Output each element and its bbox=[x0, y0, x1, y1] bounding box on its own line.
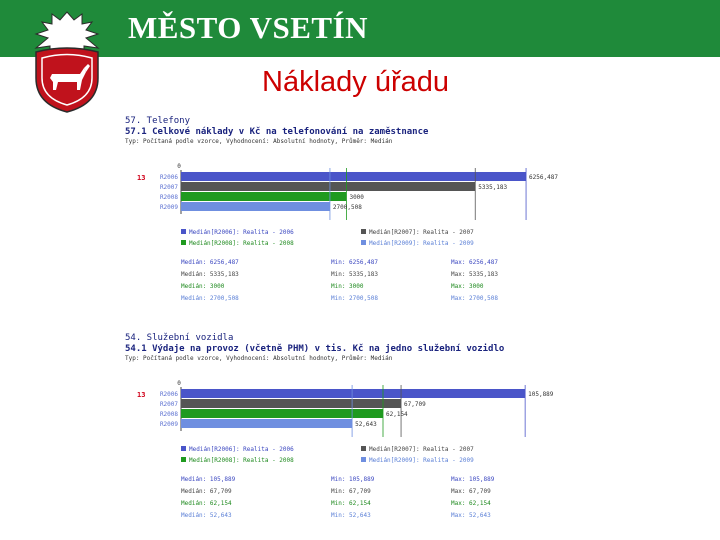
axis-zero-label: 0 bbox=[177, 380, 181, 387]
stat-cell: Min: 67,709 bbox=[331, 488, 371, 495]
stat-cell: Min: 6256,487 bbox=[331, 259, 378, 266]
chart-config: Typ: Počítaná podle vzorce, Vyhodnocení: Absolutní hodnoty, Průměr: Medián bbox=[125, 355, 393, 362]
bar-r2009 bbox=[181, 202, 330, 211]
stat-cell: Medián: 3000 bbox=[181, 283, 225, 290]
bar-r2006 bbox=[181, 172, 526, 181]
stat-cell: Max: 5335,183 bbox=[451, 271, 498, 278]
stat-cell: Max: 2700,508 bbox=[451, 295, 498, 302]
bar-r2008 bbox=[181, 192, 346, 201]
category-label: R2006 bbox=[159, 391, 178, 398]
chart-plot bbox=[125, 377, 625, 527]
stat-cell: Min: 2700,508 bbox=[331, 295, 378, 302]
legend-entry: Medián[R2006]: Realita - 2006 bbox=[189, 446, 294, 453]
city-title: MĚSTO VSETÍN bbox=[128, 10, 369, 45]
stat-cell: Medián: 105,889 bbox=[181, 476, 236, 483]
stat-cell: Medián: 6256,487 bbox=[181, 259, 239, 266]
stat-cell: Medián: 5335,183 bbox=[181, 271, 239, 278]
legend-swatch bbox=[181, 457, 186, 462]
stat-cell: Max: 67,709 bbox=[451, 488, 491, 495]
bar-r2006 bbox=[181, 389, 525, 398]
legend-entry: Medián[R2007]: Realita - 2007 bbox=[369, 446, 474, 453]
city-crest-icon bbox=[22, 8, 112, 116]
bar-r2007 bbox=[181, 182, 475, 191]
legend-swatch bbox=[361, 457, 366, 462]
bar-r2007 bbox=[181, 399, 401, 408]
legend-entry: Medián[R2008]: Realita - 2008 bbox=[189, 457, 294, 464]
category-label: R2006 bbox=[159, 174, 178, 181]
stat-cell: Medián: 52,643 bbox=[181, 512, 232, 519]
legend-swatch bbox=[181, 446, 186, 451]
axis-zero-label: 0 bbox=[177, 163, 181, 170]
value-label: 62,154 bbox=[386, 411, 408, 418]
value-label: 6256,487 bbox=[529, 174, 558, 181]
legend-entry: Medián[R2008]: Realita - 2008 bbox=[189, 240, 294, 247]
value-label: 3000 bbox=[349, 194, 364, 201]
chart-vozidla bbox=[125, 333, 625, 519]
stat-cell: Medián: 67,709 bbox=[181, 488, 232, 495]
legend-swatch bbox=[361, 240, 366, 245]
bar-r2009 bbox=[181, 419, 352, 428]
legend-entry: Medián[R2009]: Realita - 2009 bbox=[369, 457, 474, 464]
legend-entry: Medián[R2006]: Realita - 2006 bbox=[189, 229, 294, 236]
bar-r2008 bbox=[181, 409, 383, 418]
legend-entry: Medián[R2007]: Realita - 2007 bbox=[369, 229, 474, 236]
category-label: R2009 bbox=[159, 204, 178, 211]
stat-cell: Max: 105,889 bbox=[451, 476, 495, 483]
value-label: 105,889 bbox=[528, 391, 554, 398]
stat-cell: Min: 5335,183 bbox=[331, 271, 378, 278]
slide-title: Náklady úřadu bbox=[262, 66, 449, 98]
value-label: 2700,508 bbox=[332, 204, 362, 211]
chart-telefony bbox=[125, 116, 625, 302]
stat-cell: Max: 6256,487 bbox=[451, 259, 498, 266]
stat-cell: Min: 52,643 bbox=[331, 512, 371, 519]
stat-cell: Min: 105,889 bbox=[331, 476, 375, 483]
stat-cell: Min: 3000 bbox=[331, 283, 364, 290]
legend-swatch bbox=[361, 229, 366, 234]
section-heading: 54. Služební vozidla bbox=[125, 333, 234, 343]
category-label: R2007 bbox=[159, 184, 178, 191]
stat-cell: Medián: 2700,508 bbox=[181, 295, 239, 302]
chart-config: Typ: Počítaná podle vzorce, Vyhodnocení: Absolutní hodnoty, Průměr: Medián bbox=[125, 138, 393, 145]
legend-swatch bbox=[361, 446, 366, 451]
category-label: R2009 bbox=[159, 421, 178, 428]
section-heading: 57. Telefony bbox=[125, 116, 191, 126]
value-label: 67,709 bbox=[404, 401, 426, 408]
value-label: 52,643 bbox=[355, 421, 377, 428]
chart-plot bbox=[125, 160, 625, 308]
legend-entry: Medián[R2009]: Realita - 2009 bbox=[369, 240, 474, 247]
category-label: R2008 bbox=[159, 194, 178, 201]
highlight-marker: 13 bbox=[137, 391, 146, 399]
stat-cell: Max: 3000 bbox=[451, 283, 484, 290]
stat-cell: Min: 62,154 bbox=[331, 500, 371, 507]
highlight-marker: 13 bbox=[137, 174, 146, 182]
chart-title: 54.1 Výdaje na provoz (včetně PHM) v tis. Kč na jedno služební vozidlo bbox=[125, 344, 505, 354]
stat-cell: Max: 62,154 bbox=[451, 500, 491, 507]
legend-swatch bbox=[181, 240, 186, 245]
value-label: 5335,183 bbox=[478, 184, 508, 191]
stat-cell: Max: 52,643 bbox=[451, 512, 491, 519]
stat-cell: Medián: 62,154 bbox=[181, 500, 232, 507]
category-label: R2008 bbox=[159, 411, 178, 418]
chart-title: 57.1 Celkové náklady v Kč na telefonování na zaměstnance bbox=[125, 127, 429, 137]
legend-swatch bbox=[181, 229, 186, 234]
category-label: R2007 bbox=[159, 401, 178, 408]
